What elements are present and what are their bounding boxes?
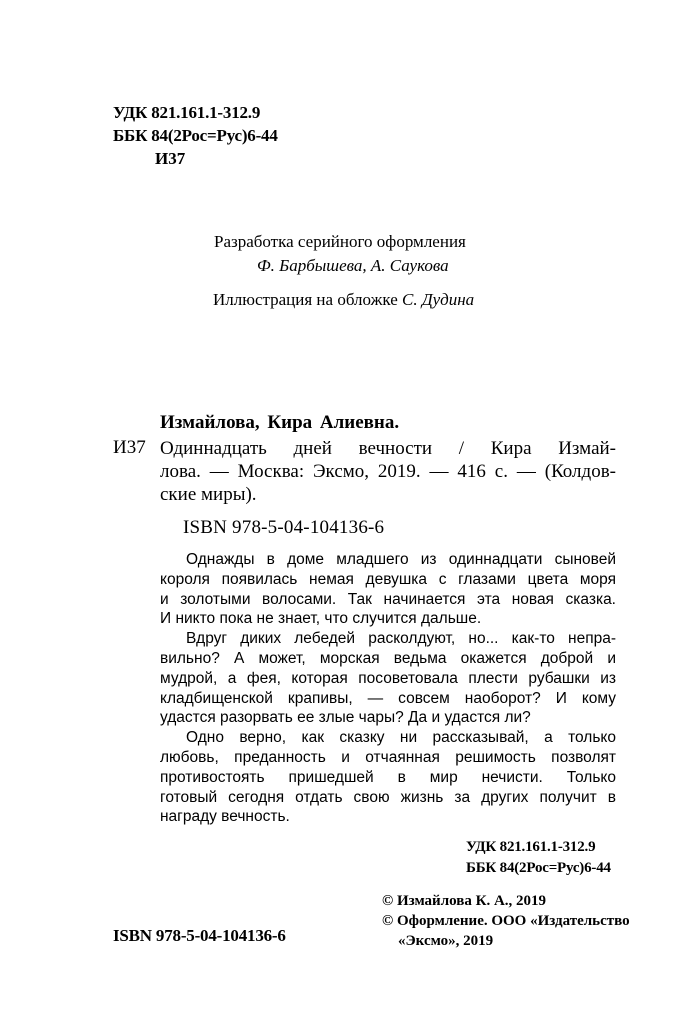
bibliographic-author: Измайлова, Кира Алиевна. — [160, 412, 400, 433]
copyright-design: © Оформление. ООО «Издательство — [382, 913, 630, 929]
bbk-code-bottom: ББК 84(2Рос=Рус)6-44 — [466, 860, 611, 876]
bibliographic-line: лова. — Москва: Эксмо, 2019. — 416 с. — (Колдов- — [160, 461, 616, 482]
copyright-publisher: «Эксмо», 2019 — [398, 933, 494, 949]
annotation — [160, 550, 616, 827]
annotation-line: короля появилась немая девушка с глазами цвета моря — [160, 570, 616, 588]
bibliographic-author-mark: И37 — [113, 437, 146, 458]
annotation-line: И никто пока не знает, что случится дальше. — [160, 610, 482, 628]
annotation-line: удастся разорвать ее злые чары? Да и удастся ли? — [160, 709, 531, 727]
annotation-paragraph — [160, 550, 616, 629]
udk-code-bottom: УДК 821.161.1-312.9 — [466, 839, 596, 855]
isbn-main: ISBN 978-5-04-104136-6 — [183, 517, 385, 538]
annotation-line: любовь, преданность и отчаянная решимость позволят — [160, 748, 616, 766]
series-design-authors: Ф. Барбышева, А. Саукова — [257, 256, 449, 275]
cover-illustration-label: Иллюстрация на обложке — [213, 290, 402, 309]
annotation-paragraph — [160, 728, 616, 827]
bibliographic-description — [160, 437, 616, 506]
isbn-bottom: ISBN 978-5-04-104136-6 — [113, 926, 286, 945]
bibliographic-line: Одиннадцать дней вечности / Кира Измай- — [160, 438, 616, 459]
cover-illustration-author: С. Дудина — [402, 290, 475, 309]
cover-illustration-credit — [213, 290, 474, 310]
annotation-line: Однажды в доме младшего из одиннадцати сыновей — [186, 551, 616, 568]
bibliographic-line: ские миры). — [160, 484, 257, 505]
annotation-line: противостоять пришедшей в мир нечисти. Только — [160, 768, 616, 786]
annotation-line: готовый сегодня отдать свою жизнь за других получит в — [160, 788, 616, 806]
annotation-line: награду вечность. — [160, 808, 290, 826]
annotation-line: кладбищенской крапивы, — совсем наоборот? И кому — [160, 689, 616, 707]
annotation-paragraph — [160, 629, 616, 728]
copyright-author: © Измайлова К. А., 2019 — [382, 893, 547, 909]
author-mark-top: И37 — [155, 149, 186, 168]
annotation-line: Одно верно, как сказку ни рассказывай, а только — [186, 729, 616, 747]
bbk-code-top: ББК 84(2Рос=Рус)6-44 — [113, 126, 278, 145]
udk-code-top: УДК 821.161.1-312.9 — [113, 103, 261, 122]
annotation-line: Вдруг диких лебедей расколдуют, но... как-то непра- — [186, 630, 616, 648]
series-design-label: Разработка серийного оформления — [214, 232, 466, 251]
annotation-line: вильно? А может, морская ведьма окажется доброй и — [160, 649, 616, 667]
annotation-line: и золотыми волосами. Так начинается эта новая сказка. — [160, 590, 616, 608]
annotation-line: мудрой, а фея, которая посоветовала плести рубашки из — [160, 669, 616, 687]
